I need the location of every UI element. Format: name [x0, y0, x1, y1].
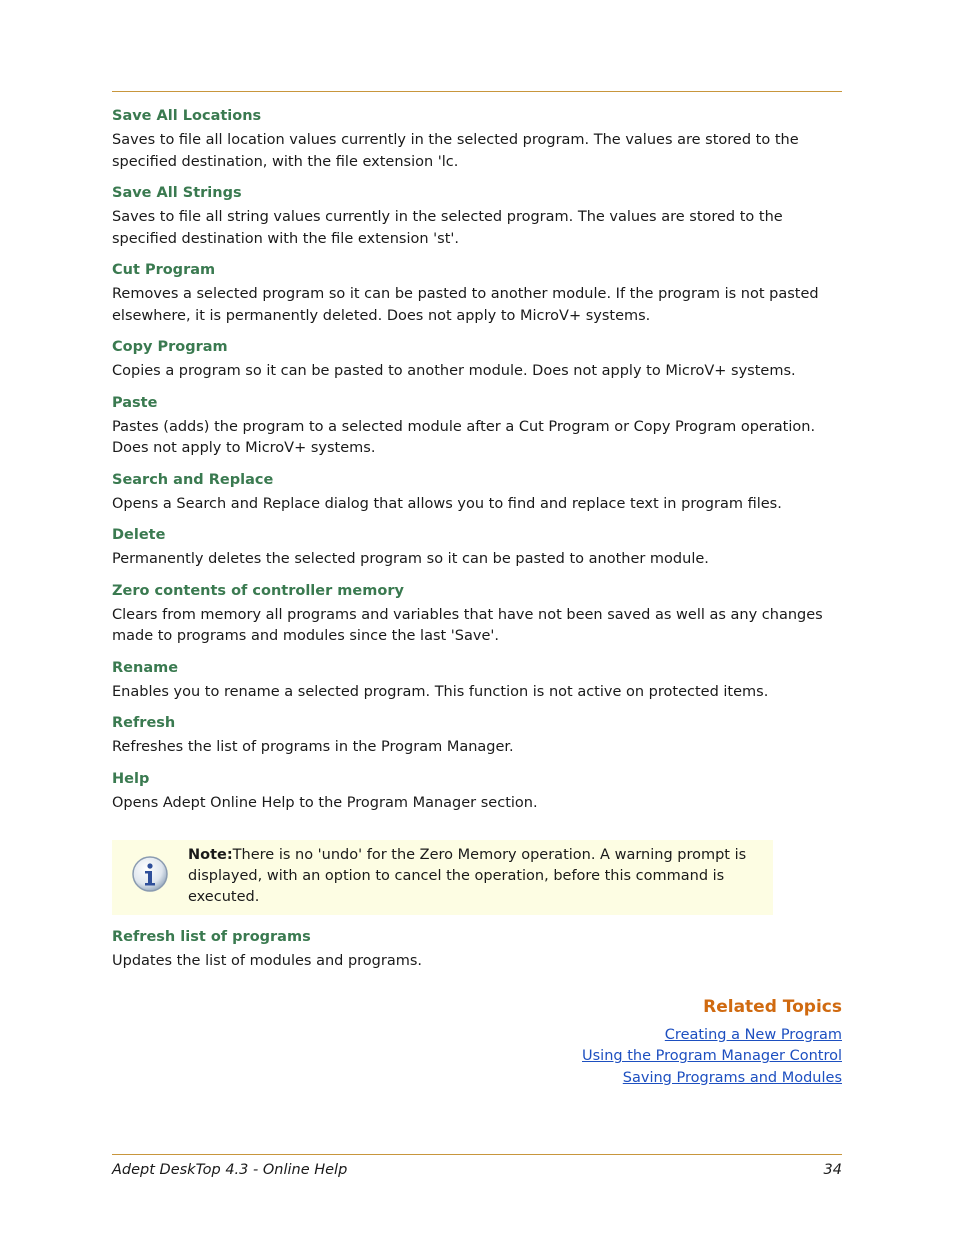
- footer-title: Adept DeskTop 4.3 - Online Help: [112, 1162, 348, 1178]
- section-title: Search and Replace: [112, 471, 274, 488]
- link-using-program-manager-control[interactable]: Using the Program Manager Control: [582, 1048, 842, 1064]
- section-help: [112, 769, 842, 815]
- section-save-all-strings: [112, 183, 842, 250]
- page-content: [112, 106, 842, 1089]
- section-body: Saves to file all string values currently in the selected program. The values are stored to the specified destination with the file extension 'st'.: [112, 209, 783, 247]
- section-save-all-locations: [112, 106, 842, 173]
- link-saving-programs-and-modules[interactable]: Saving Programs and Modules: [622, 1069, 842, 1086]
- note-box: [112, 840, 773, 915]
- link-creating-new-program[interactable]: Creating a New Program: [664, 1026, 842, 1043]
- related-topics: [112, 995, 842, 1090]
- section-rename: [112, 658, 842, 704]
- section-title: Zero contents of controller memory: [112, 582, 404, 599]
- section-body: Enables you to rename a selected program. This function is not active on protected items.: [112, 683, 769, 700]
- section-body: Opens Adept Online Help to the Program Manager section.: [112, 794, 538, 811]
- section-refresh: [112, 713, 842, 759]
- section-title: Copy Program: [112, 339, 228, 355]
- section-body: Opens a Search and Replace dialog that allows you to find and replace text in program files.: [112, 495, 782, 512]
- section-zero-memory: [112, 581, 842, 648]
- section-body: Copies a program so it can be pasted to another module. Does not apply to MicroV+ systems.: [112, 363, 796, 379]
- section-delete: [112, 525, 842, 571]
- section-body: Pastes (adds) the program to a selected module after a Cut Program or Copy Program operation. Does not apply to MicroV+ systems.: [112, 418, 816, 456]
- page-number: 34: [823, 1162, 842, 1178]
- section-title: Save All Locations: [112, 108, 262, 124]
- section-cut-program: [112, 260, 842, 327]
- note-body: There is no 'undo' for the Zero Memory operation. A warning prompt is displayed, with an option to cancel the operation, before this command is executed.: [188, 847, 747, 905]
- section-title: Refresh: [112, 715, 176, 731]
- section-title: Delete: [112, 527, 166, 543]
- header-rule: [112, 91, 842, 92]
- related-topics-title: Related Topics: [703, 996, 842, 1017]
- section-body: Refreshes the list of programs in the Program Manager.: [112, 739, 514, 755]
- section-body: Permanently deletes the selected program so it can be pasted to another module.: [112, 551, 709, 567]
- section-title: Cut Program: [112, 262, 216, 278]
- note-label: Note:: [188, 847, 233, 863]
- note-text: [188, 845, 773, 908]
- section-body: Removes a selected program so it can be pasted to another module. If the program is not pasted elsewhere, it is permanently deleted. Does not apply to MicroV+ systems.: [112, 286, 819, 324]
- section-paste: [112, 393, 842, 460]
- section-body: Updates the list of modules and programs.: [112, 953, 423, 969]
- section-refresh-list: [112, 927, 842, 973]
- footer-rule: [112, 1154, 842, 1155]
- section-body: Clears from memory all programs and variables that have not been saved as well as any changes made to programs and modules since the last 'Save'.: [112, 606, 823, 644]
- info-icon: [112, 845, 188, 893]
- section-title: Help: [112, 770, 150, 787]
- section-search-and-replace: [112, 470, 842, 516]
- section-title: Save All Strings: [112, 185, 242, 201]
- section-title: Rename: [112, 659, 179, 676]
- section-title: Refresh list of programs: [112, 929, 311, 945]
- section-copy-program: [112, 337, 842, 383]
- section-title: Paste: [112, 394, 158, 411]
- section-body: Saves to file all location values currently in the selected program. The values are stored to the specified destination, with the file extension 'lc.: [112, 132, 799, 170]
- footer: [112, 1160, 842, 1180]
